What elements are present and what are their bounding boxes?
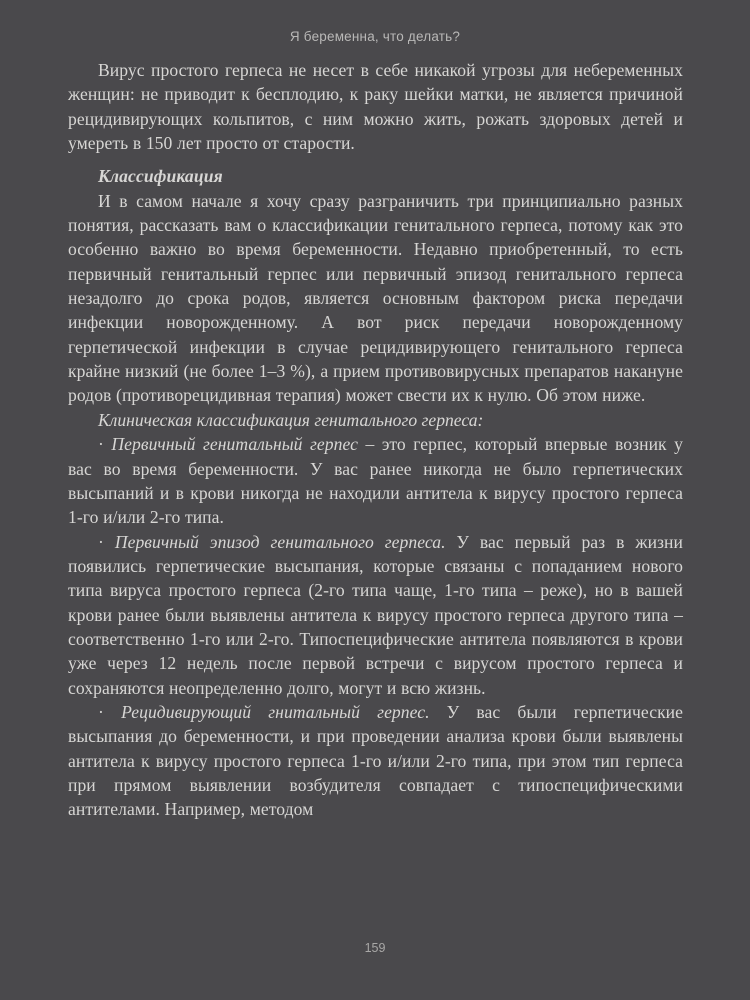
list-intro-line: Клиническая классификация генитального герпеса: — [98, 409, 484, 430]
bullet-marker-icon: · — [98, 531, 104, 552]
page-number: 159 — [364, 941, 386, 955]
list-item-text: У вас первый раз в жизни появились герпетические высыпания, которые связаны с попаданием нового типа вируса простого герпеса (2-го типа чаще, 1-го типа – реже), но в вашей крови ранее были выявлены антитела к вирусу простого герпеса другого типа – соответственно 1-го или 2-го. Типоспецифические антитела появляются в крови уже через 12 недель после первой встречи с вирусом простого герпеса и сохраняются неопределенно долго, могут и всю жизнь. — [68, 531, 683, 698]
list-item-text: У вас были герпетические высыпания до беременности, и при проведении анализа крови были выявлены антитела к вирусу простого герпеса 1-го и/или 2-го типа, при этом тип герпеса при прямом выявлении возбудителя совпадает с типоспецифическими антителами. Например, методом — [68, 701, 683, 820]
paragraph-intro: Вирус простого герпеса не несет в себе никакой угрозы для небеременных женщин: не приводит к бесплодию, к раку шейки матки, не является причиной рецидивирующих кольпитов, с ним можно жить, рожать здоровых детей и умереть в 150 лет просто от старости. — [68, 60, 683, 154]
list-item-lead-in: Первичный эпизод генитального герпеса. — [114, 531, 446, 552]
list-item-lead-in: Рецидивирующий гнитальный герпес. — [121, 701, 430, 722]
bullet-marker-icon: · — [98, 434, 104, 455]
list-item-lead-in: Первичный генитальный герпес — [111, 434, 358, 455]
page-body-column — [68, 58, 683, 822]
list-item — [68, 530, 683, 700]
paragraph-classification-overview: И в самом начале я хочу сразу разграничить три принципиально разных понятия, рассказать вам о классификации генитального герпеса, потому как это особенно важно во время беременности. Недавно приобретенный, то есть первичный генитальный герпес или первичный эпизод генитального герпеса незадолго до срока родов, является основным фактором риска передачи инфекции новорожденному. А вот риск передачи новорожденному герпетической инфекции в случае рецидивирующего генитального герпеса крайне низкий (не более 1–3 %), а прием противовирусных препаратов накануне родов (противорецидивная терапия) может свести их к нулю. Об этом ниже. — [68, 190, 683, 406]
list-item-text: – это герпес, который впервые возник у вас во время беременности. У вас ранее никогда не было герпетических высыпаний и в крови никогда не находили антитела к вирусу простого герпеса 1-го и/или 2-го типа. — [68, 434, 683, 528]
running-head: Я беременна, что делать? — [289, 29, 461, 44]
list-item — [68, 700, 683, 822]
list-item — [68, 432, 683, 529]
section-heading-classification: Классификация — [98, 166, 223, 187]
bullet-marker-icon: · — [98, 701, 104, 722]
